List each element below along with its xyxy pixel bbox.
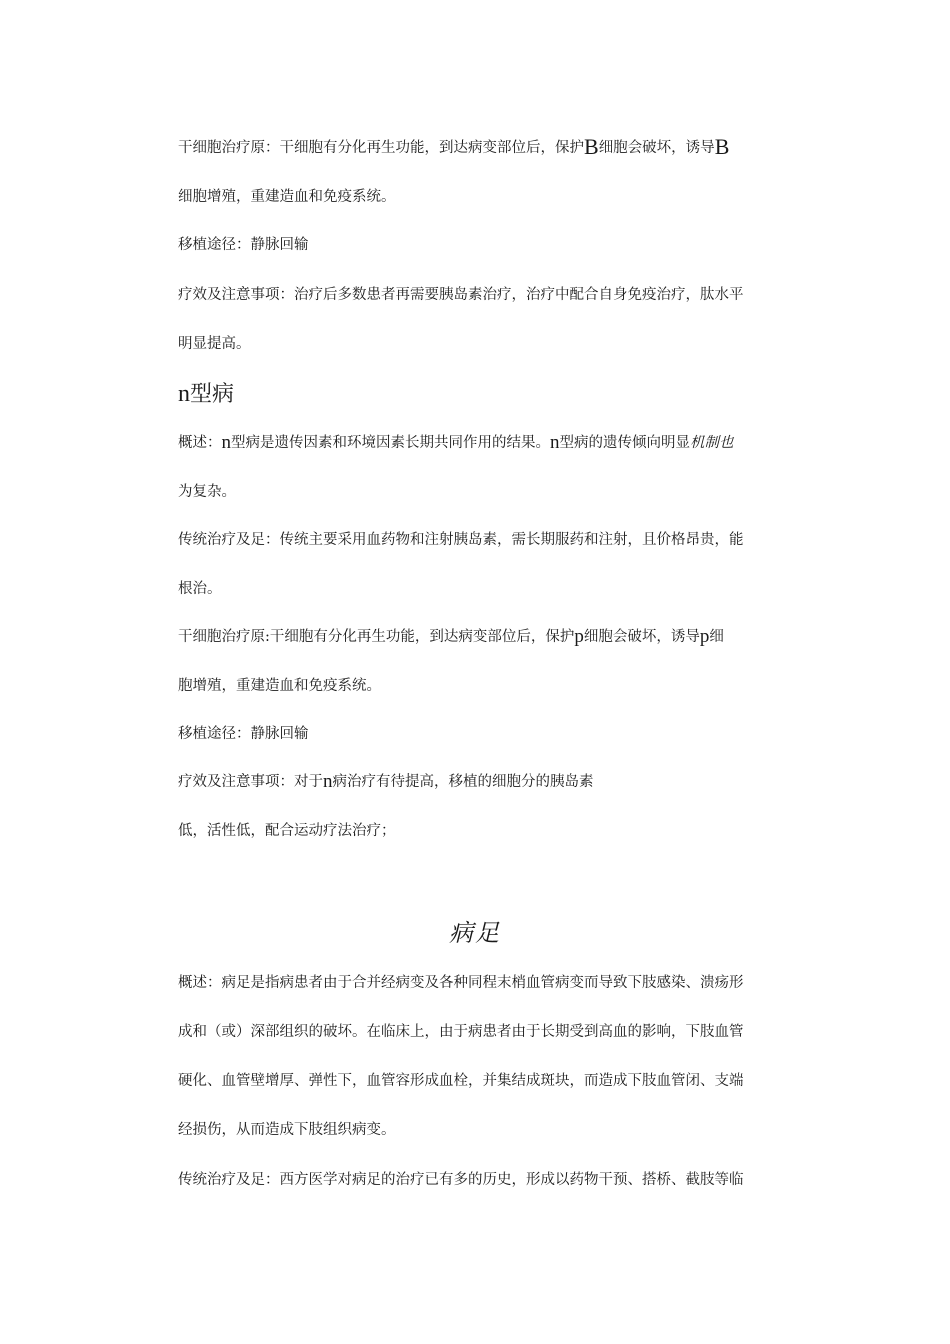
s1-principle-text-a: 干细胞治疗原：干细胞有分化再生功能，到达病变部位后，保护 <box>178 140 584 156</box>
s2-traditional-line-1: 传统治疗及足：传统主要采用血药物和注射胰岛素，需长期服药和注射，且价格昂贵，能 <box>178 532 744 548</box>
s1-principle-line-1 <box>178 137 818 158</box>
s2-overview-a: 概述： <box>178 435 222 451</box>
s2-effect-a: 疗效及注意事项：对于 <box>178 774 323 790</box>
s2-traditional-line-2: 根治。 <box>178 581 222 597</box>
s1-principle-text-b: 细胞会破坏，诱导 <box>598 140 715 156</box>
s2-route: 移植途径：静脉回输 <box>178 726 309 742</box>
s3-overview-line-2: 成和（或）深部组织的破坏。在临床上，由于病患者由于长期受到高血的影响，下肢血管 <box>178 1024 744 1040</box>
s1-principle-line-2: 细胞增殖，重建造血和免疫系统。 <box>178 189 396 205</box>
s2-overview-line-2: 为复杂。 <box>178 484 236 500</box>
s3-overview-line-3: 硬化、血管壁增厚、弹性下，血管容形成血栓，并集结成斑块，而造成下肢血管闭、支端 <box>178 1073 744 1089</box>
s2-overview-n2: n <box>550 433 560 453</box>
s2-heading <box>178 380 234 409</box>
s2-overview-b: 型病是遗传因素和环境因素长期共同作用的结果。 <box>231 435 550 451</box>
s2-overview-line-1 <box>178 433 818 453</box>
s2-principle-a: 干细胞治疗原:干细胞有分化再生功能，到达病变部位后，保护 <box>178 629 575 645</box>
s3-title: 病足 <box>449 919 501 947</box>
s2-principle-line-1 <box>178 627 818 647</box>
s1-letter-b2: B <box>714 137 730 158</box>
s2-effect-b: 病治疗有待提高，移植的细胞分的胰岛素 <box>332 774 594 790</box>
s2-overview-c: 型病的遗传倾向明显 <box>559 435 690 451</box>
s2-effect-n: n <box>323 772 333 792</box>
s3-overview-line-1: 概述：病足是指病患者由于合并经病变及各种同程末梢血管病变而导致下肢感染、溃疡形 <box>178 975 744 991</box>
s3-overview-line-4: 经损伤，从而造成下肢组织病变。 <box>178 1122 396 1138</box>
s2-letter-p2: p <box>699 627 710 647</box>
s2-overview-italic: 机制也 <box>690 435 734 451</box>
s1-effect-line-1: 疗效及注意事项：治疗后多数患者再需要胰岛素治疗，治疗中配合自身免疫治疗，肽水平 <box>178 287 744 303</box>
s2-effect-line-1 <box>178 772 818 792</box>
s2-effect-line-2: 低，活性低，配合运动疗法治疗； <box>178 823 396 839</box>
s3-traditional-line-1: 传统治疗及足：西方医学对病足的治疗已有多的历史，形成以药物干预、搭桥、截肢等临 <box>178 1172 744 1188</box>
s2-overview-n1: n <box>221 433 231 453</box>
s1-letter-b1: B <box>584 137 599 158</box>
s1-route: 移植途径：静脉回输 <box>178 237 309 253</box>
s2-heading-text: 型病 <box>190 382 235 407</box>
s1-effect-line-2: 明显提高。 <box>178 336 251 352</box>
s2-letter-p1: p <box>574 627 584 647</box>
s2-heading-latin: n <box>178 381 190 407</box>
s2-principle-line-2: 胞增殖，重建造血和免疫系统。 <box>178 678 381 694</box>
s2-principle-b: 细胞会破坏，诱导 <box>583 629 700 645</box>
s2-principle-c: 细 <box>709 629 724 645</box>
